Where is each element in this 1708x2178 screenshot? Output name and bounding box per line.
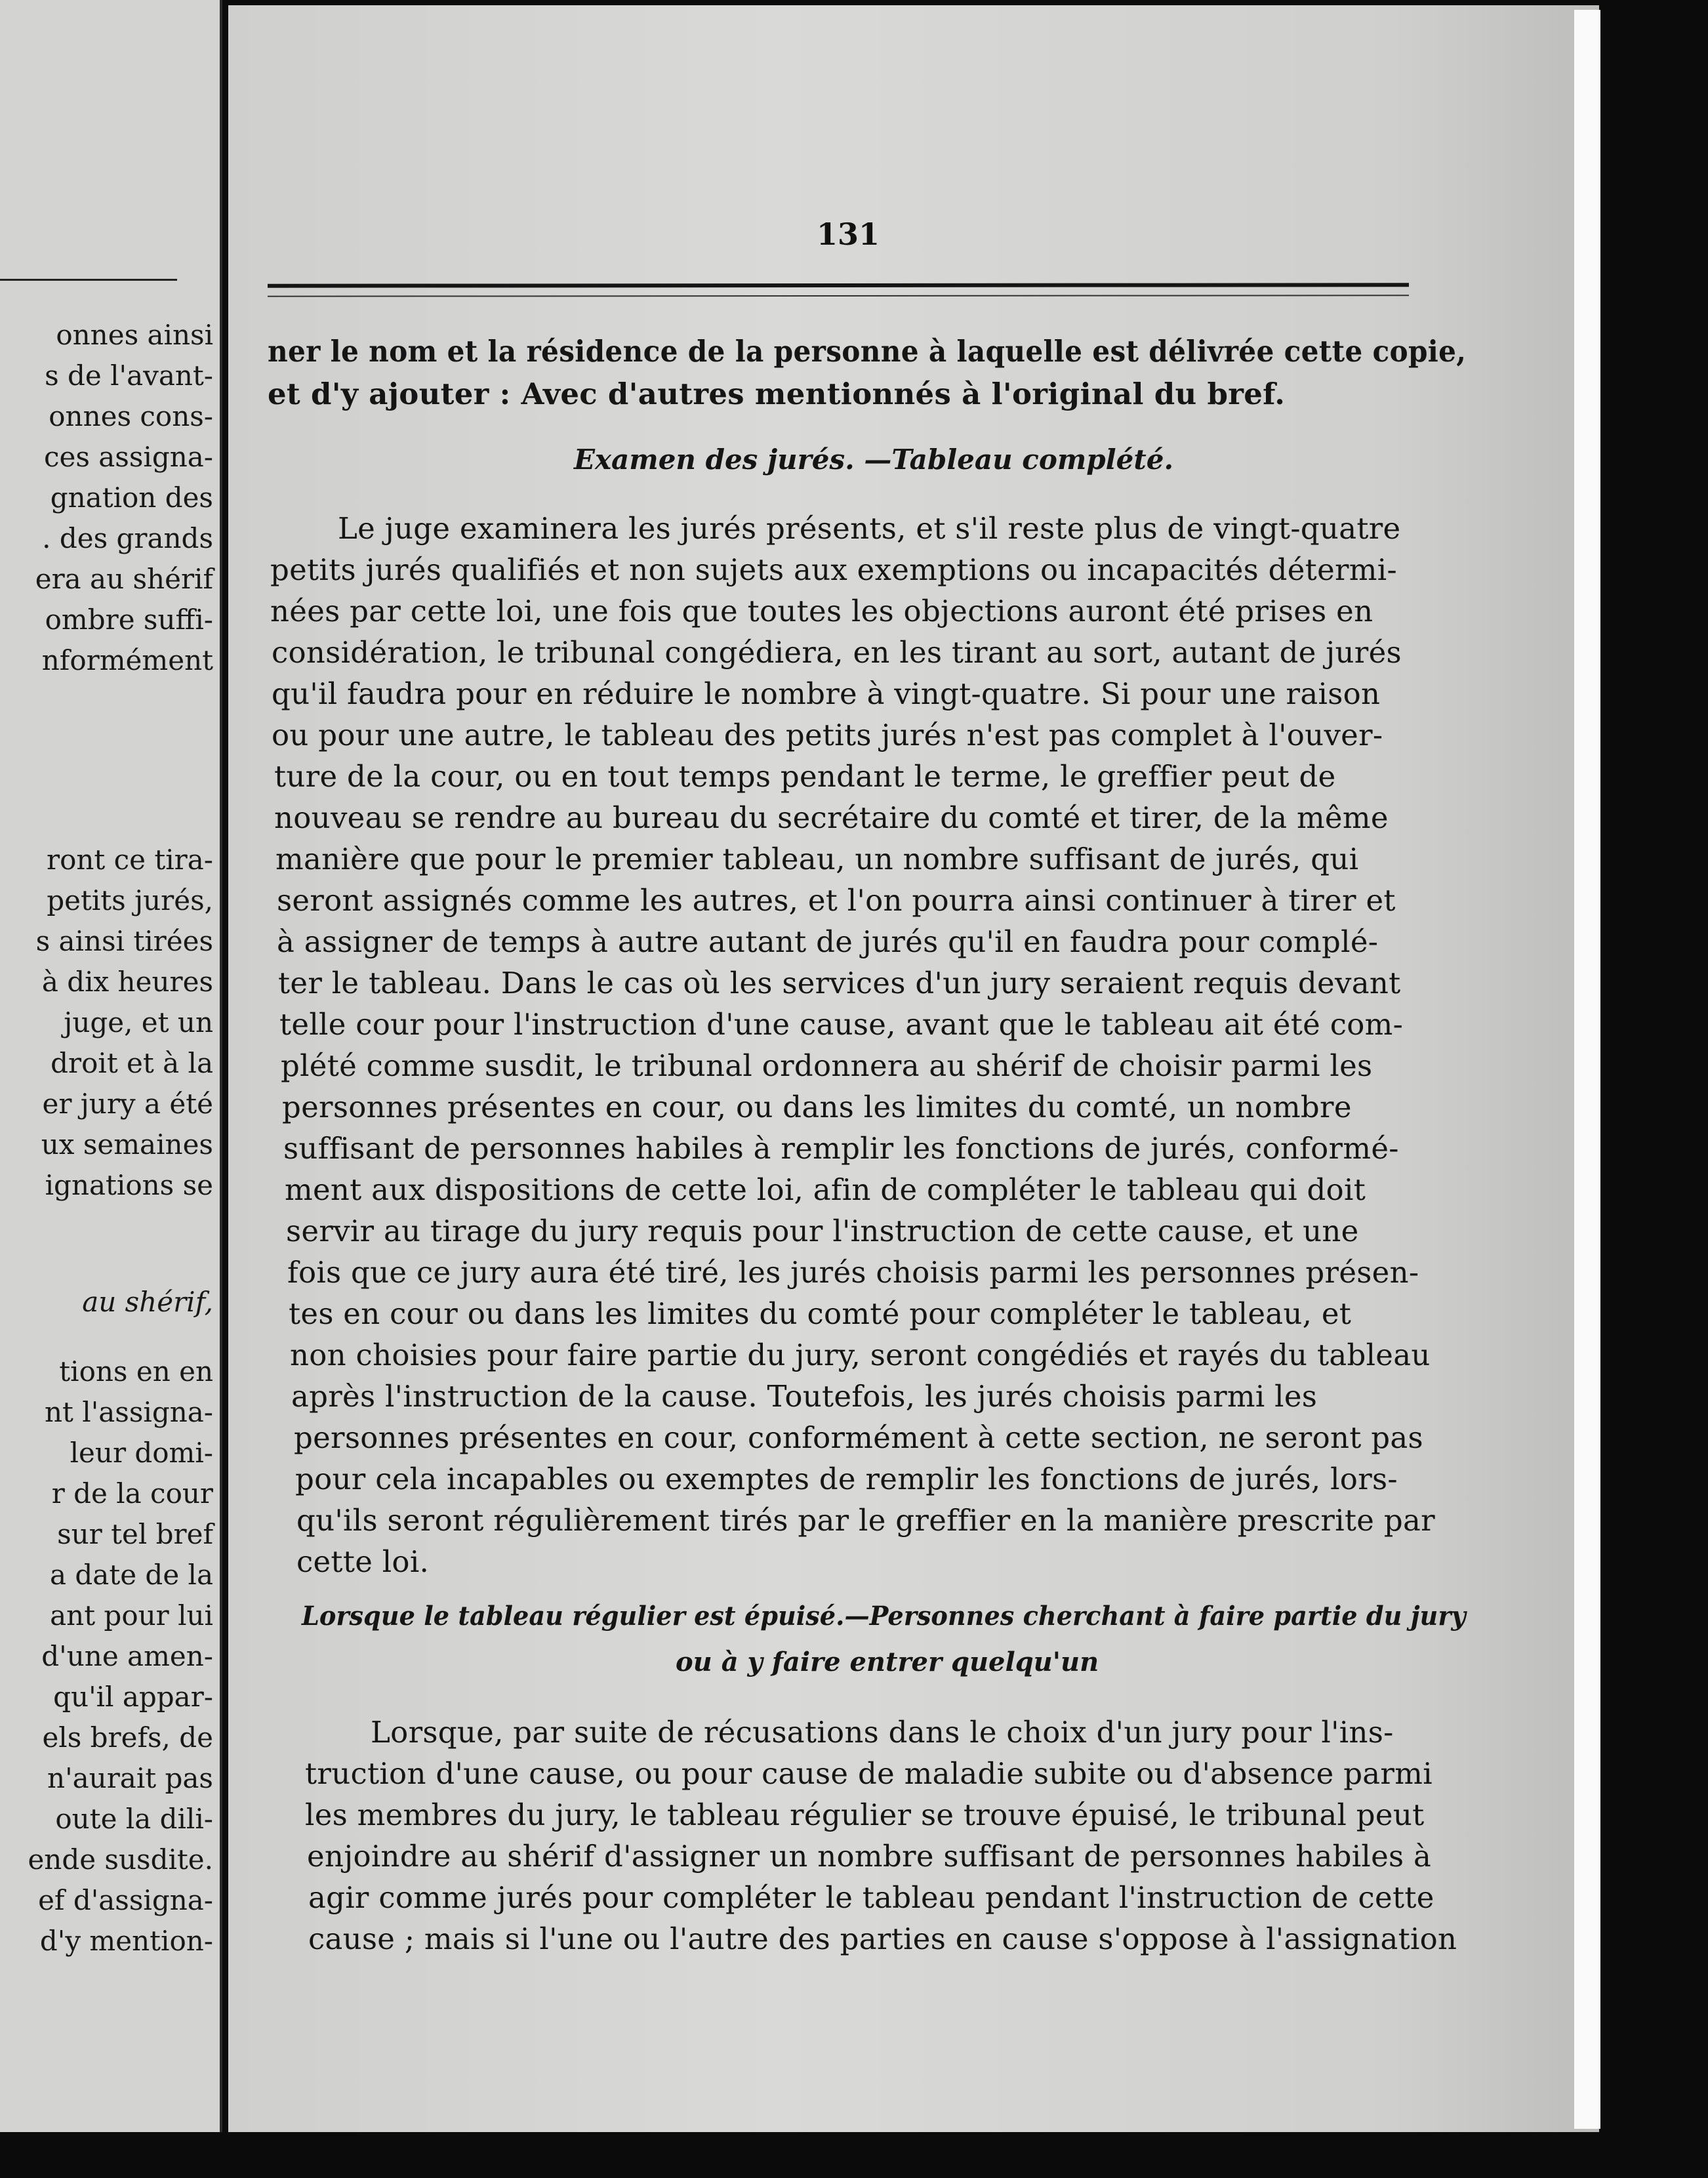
- left-line: r de la cour: [51, 1477, 213, 1510]
- paragraph-line: telle cour pour l'instruction d'une cause, avant que le tableau ait été com-: [279, 1007, 1404, 1042]
- paragraph-line: cause ; mais si l'une ou l'autre des parties en cause s'oppose à l'assignation: [308, 1921, 1457, 1956]
- left-line: oute la dili-: [55, 1803, 213, 1835]
- paragraph-line: servir au tirage du jury requis pour l'instruction de cette cause, et une: [286, 1214, 1359, 1248]
- paragraph-line: considération, le tribunal congédiera, en les tirant au sort, autant de jurés: [272, 635, 1402, 670]
- paragraph-line: seront assignés comme les autres, et l'on pourra ainsi continuer à tirer et: [277, 883, 1396, 918]
- left-line: a date de la: [50, 1559, 213, 1591]
- left-line: qu'il appar-: [53, 1681, 213, 1713]
- left-line: onnes cons-: [49, 400, 213, 432]
- left-line: d'y mention-: [39, 1925, 213, 1957]
- left-line: nformément: [41, 644, 213, 676]
- left-line: els brefs, de: [42, 1721, 213, 1754]
- paragraph-line: cette loi.: [296, 1544, 430, 1579]
- left-line: nt l'assigna-: [44, 1396, 213, 1428]
- left-line: s ainsi tirées: [35, 925, 213, 957]
- left-line: à dix heures: [41, 966, 213, 998]
- paragraph-line: nouveau se rendre au bureau du secrétaire du comté et tirer, de la même: [274, 800, 1389, 835]
- left-header-rule: [0, 279, 177, 281]
- left-line: . des grands: [42, 522, 213, 554]
- left-line: ant pour lui: [50, 1599, 213, 1632]
- paragraph-line: fois que ce jury aura été tiré, les jurés choisis parmi les personnes présen-: [287, 1255, 1419, 1290]
- paragraph-line: les membres du jury, le tableau régulier se trouve épuisé, le tribunal peut: [305, 1798, 1425, 1832]
- left-line: leur domi-: [70, 1437, 213, 1469]
- left-line: era au shérif: [35, 563, 213, 595]
- paragraph-line: plété comme susdit, le tribunal ordonnera au shérif de choisir parmi les: [281, 1048, 1373, 1083]
- paragraph-line: enjoindre au shérif d'assigner un nombre suffisant de personnes habiles à: [307, 1839, 1432, 1874]
- left-line: ront ce tira-: [47, 844, 213, 876]
- section-heading-tableau-epuise-cont: ou à y faire entrer quelqu'un: [676, 1647, 1099, 1677]
- paragraph-line: agir comme jurés pour compléter le tableau pendant l'instruction de cette: [308, 1880, 1434, 1915]
- scan-border-bottom: [0, 2132, 1708, 2178]
- left-line: ende susdite.: [28, 1843, 213, 1876]
- left-page-fragment: [0, 0, 222, 2165]
- paragraph-line: ture de la cour, ou en tout temps pendant le terme, le greffier peut de: [274, 759, 1336, 794]
- left-line: er jury a été: [42, 1088, 213, 1120]
- left-line: n'aurait pas: [47, 1762, 213, 1794]
- header-rule: [268, 283, 1409, 297]
- paragraph-line: personnes présentes en cour, conformément à cette section, ne seront pas: [294, 1420, 1423, 1455]
- intro-line: ner le nom et la résidence de la personne à laquelle est délivrée cette copie,: [268, 334, 1467, 369]
- left-line: ef d'assigna-: [38, 1884, 213, 1916]
- paragraph-line: après l'instruction de la cause. Toutefois, les jurés choisis parmi les: [291, 1379, 1318, 1414]
- section-heading-examen: Examen des jurés. —Tableau complété.: [574, 443, 1174, 476]
- paragraph-line: suffisant de personnes habiles à remplir les fonctions de jurés, conformé-: [283, 1131, 1399, 1166]
- paragraph-line: truction d'une cause, ou pour cause de maladie subite ou d'absence parmi: [305, 1756, 1433, 1791]
- paragraph-line: petits jurés qualifiés et non sujets aux exemptions ou incapacités détermi-: [270, 552, 1397, 587]
- left-line: petits jurés,: [47, 884, 213, 916]
- left-line: juge, et un: [64, 1006, 213, 1038]
- section-heading-tableau-epuise: Lorsque le tableau régulier est épuisé.—Personnes cherchant à faire partie du jury: [302, 1601, 1466, 1632]
- paragraph-line: manière que pour le premier tableau, un nombre suffisant de jurés, qui: [275, 842, 1359, 876]
- left-line: d'une amen-: [41, 1640, 213, 1672]
- paragraph-line: Lorsque, par suite de récusations dans le choix d'un jury pour l'ins-: [371, 1715, 1394, 1750]
- paragraph-line: non choisies pour faire partie du jury, seront congédiés et rayés du tableau: [290, 1338, 1431, 1372]
- paragraph-line: ou pour une autre, le tableau des petits jurés n'est pas complet à l'ouver-: [272, 718, 1383, 752]
- paragraph-line: nées par cette loi, une fois que toutes les objections auront été prises en: [270, 594, 1373, 628]
- left-line: s de l'avant-: [45, 360, 213, 392]
- left-line: tions en en: [59, 1355, 213, 1387]
- paragraph-line: à assigner de temps à autre autant de jurés qu'il en faudra pour complé-: [277, 924, 1379, 959]
- paragraph-line: qu'il faudra pour en réduire le nombre à vingt-quatre. Si pour une raison: [272, 676, 1381, 711]
- paragraph-line: personnes présentes en cour, ou dans les limites du comté, un nombre: [282, 1090, 1352, 1124]
- left-line: ignations se: [45, 1169, 213, 1201]
- paragraph-line: ment aux dispositions de cette loi, afin de compléter le tableau qui doit: [285, 1172, 1366, 1207]
- left-line: onnes ainsi: [56, 319, 213, 351]
- left-line: au shérif,: [82, 1286, 213, 1318]
- paragraph-line: pour cela incapables ou exemptes de remplir les fonctions de jurés, lors-: [295, 1462, 1398, 1496]
- scan-border-right: [1600, 0, 1708, 2178]
- left-line: ux semaines: [41, 1128, 213, 1161]
- left-line: ombre suffi-: [45, 604, 213, 636]
- paragraph-line: Le juge examinera les jurés présents, et s'il reste plus de vingt-quatre: [338, 511, 1401, 546]
- paragraph-line: qu'ils seront régulièrement tirés par le greffier en la manière prescrite par: [296, 1503, 1435, 1538]
- paragraph-line: ter le tableau. Dans le cas où les services d'un jury seraient requis devant: [278, 966, 1401, 1000]
- paragraph-line: tes en cour ou dans les limites du comté pour compléter le tableau, et: [289, 1296, 1352, 1331]
- left-line: sur tel bref: [57, 1518, 213, 1550]
- left-line: ces assigna-: [43, 441, 213, 473]
- intro-line: et d'y ajouter : Avec d'autres mentionnés à l'original du bref.: [268, 377, 1286, 411]
- page-number: 131: [817, 216, 880, 252]
- left-line: droit et à la: [51, 1047, 213, 1079]
- left-line: gnation des: [50, 482, 213, 514]
